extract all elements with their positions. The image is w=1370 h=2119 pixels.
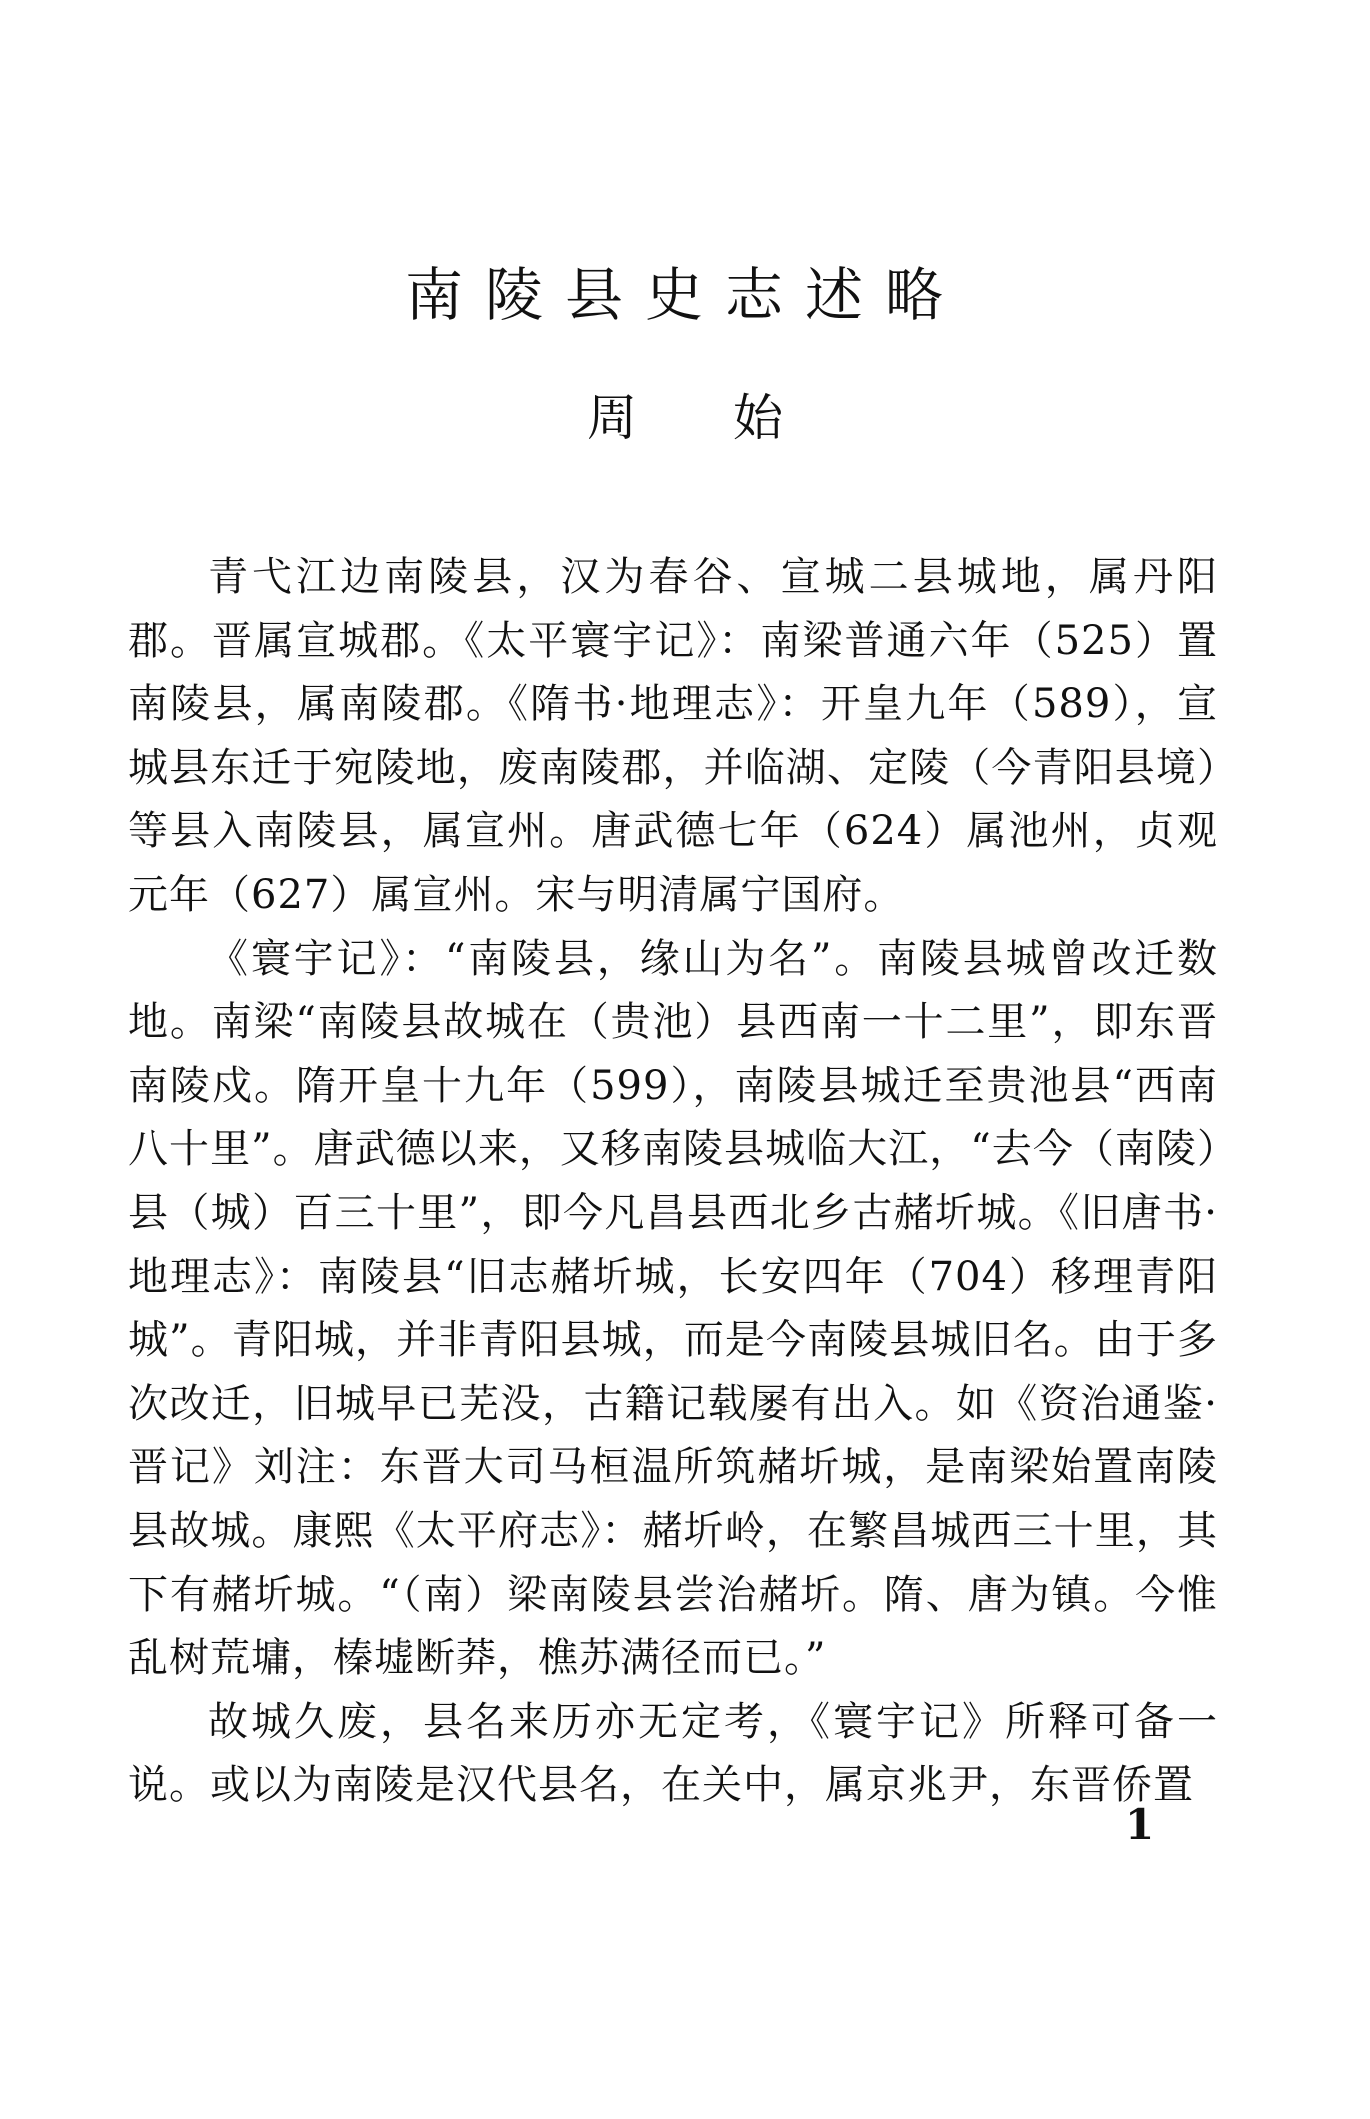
paragraph-2: 《寰宇记》：“南陵县，缘山为名”。南陵县城曾改迁数地。南梁“南陵县故城在（贵池）县西南一十二里”，即东晋南陵戍。隋开皇十九年（599），南陵县城迁至贵池县“西南八十里”。唐武德以来，又移南陵县城临大江，“去今（南陵）县（城）百三十里”，即今凡昌县西北乡古赭圻城。《旧唐书·地理志》：南陵县“旧志赭圻城，长安四年（704）移理青阳城”。青阳城，并非青阳县城，而是今南陵县城旧名。由于多次改迁，旧城早已芜没，古籍记载屡有出入。如《资治通鉴·晋记》刘注：东晋大司马桓温所筑赭圻城，是南梁始置南陵县故城。康熙《太平府志》：赭圻岭，在繁昌城西三十里，其下有赭圻城。“（南）梁南陵县尝治赭圻。隋、唐为镇。今惟乱树荒墉，榛墟断莽，樵苏满径而已。”: [128, 935, 1218, 1682]
author-byline: [0, 378, 1370, 450]
author-family-name: 始: [733, 389, 783, 447]
article-body: [128, 546, 1218, 1818]
article-title: 南陵县史志述略: [404, 261, 965, 329]
author-given-name: 周: [587, 389, 637, 447]
paragraph-3: 故城久废，县名来历亦无定考，《寰宇记》所释可备一说。或以为南陵是汉代县名，在关中，属京兆尹，东晋侨置: [128, 1698, 1218, 1809]
paragraph-1: 青弋江边南陵县，汉为春谷、宣城二县城地，属丹阳郡。晋属宣城郡。《太平寰宇记》：南梁普通六年（525）置南陵县，属南陵郡。《隋书·地理志》：开皇九年（589），宣城县东迁于宛陵地，废南陵郡，并临湖、定陵（今青阳县境）等县入南陵县，属宣州。唐武德七年（624）属池州，贞观元年（627）属宣州。宋与明清属宁国府。: [128, 554, 1218, 918]
page-number: 1: [1125, 1800, 1155, 1849]
